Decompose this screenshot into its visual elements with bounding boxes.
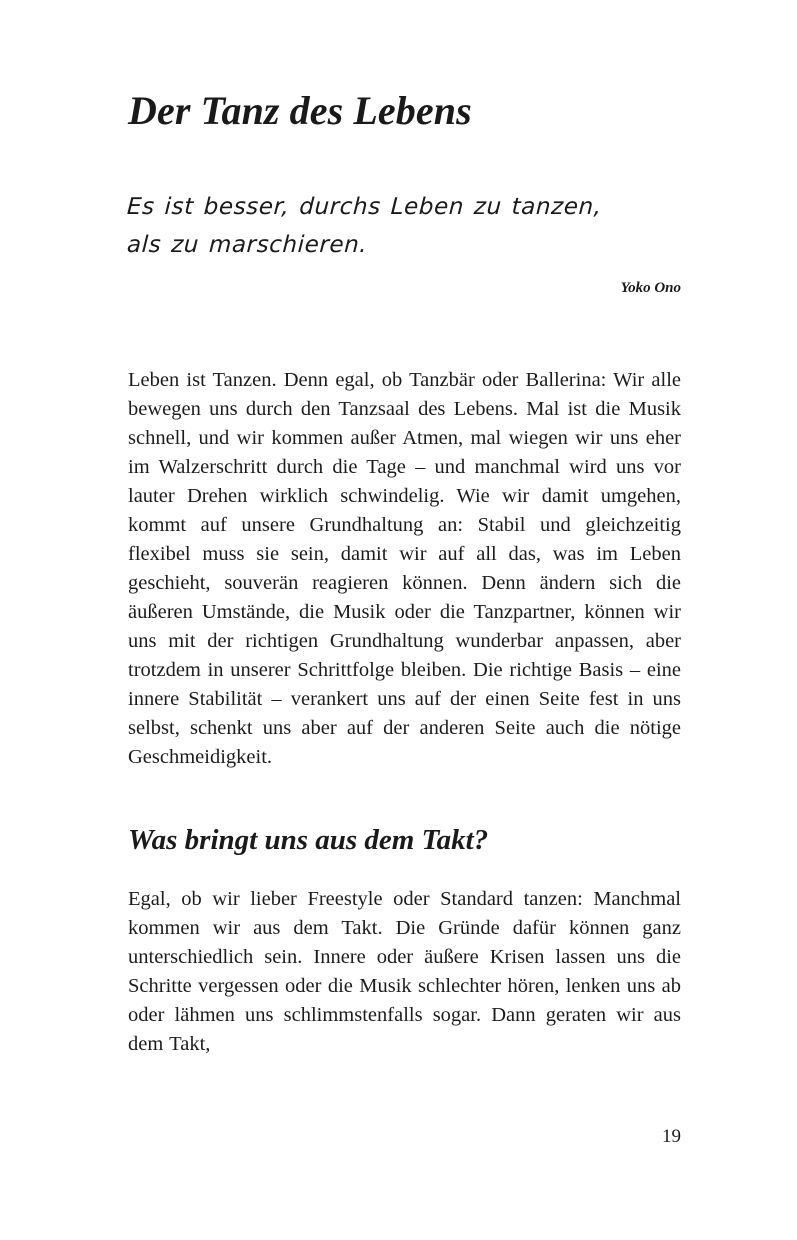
body-paragraph-1: Leben ist Tanzen. Denn egal, ob Tanzbär oder Ballerina: Wir alle bewegen uns durch den Tanzsaal des Lebens. Mal ist die Musik schnell, und wir kommen außer Atmen, mal wiegen wir uns eher im Walzerschritt durch die Tage – und manchmal wird uns vor lauter Drehen wirklich schwindelig. Wie wir damit umgehen, kommt auf unsere Grundhaltung an: Stabil und gleichzeitig flexibel muss sie sein, damit wir auf all das, was im Leben geschieht, souverän reagieren können. Denn ändern sich die äußeren Umstände, die Musik oder die Tanzpartner, können wir uns mit der richtigen Grundhaltung wunderbar anpassen, aber trotzdem in unserer Schrittfolge bleiben. Die richtige Basis – eine innere Stabilität – verankert uns auf der einen Seite fest in uns selbst, schenkt uns aber auf der anderen Seite auch die nötige Geschmeidigkeit. xyxy=(128,369,681,768)
section-heading: Was bringt uns aus dem Takt? xyxy=(128,824,489,856)
epigraph-attribution: Yoko Ono xyxy=(620,280,681,296)
page-number: 19 xyxy=(662,1126,681,1147)
epigraph-block xyxy=(128,188,681,298)
page-title: Der Tanz des Lebens xyxy=(128,88,472,133)
text-column xyxy=(128,0,681,1059)
section-paragraph-1: Egal, ob wir lieber Freestyle oder Standard tanzen: Manchmal kommen wir aus dem Takt. Die Gründe dafür können ganz unterschiedlich sein. Innere oder äußere Krisen lassen uns die Schritte vergessen oder die Musik schlechter hören, lenken uns ab oder lähmen uns schlimmstenfalls sogar. Dann geraten wir aus dem Takt, xyxy=(128,888,681,1055)
epigraph-line-2: als zu marschieren. xyxy=(126,232,369,258)
epigraph-line-1: Es ist besser, durchs Leben zu tanzen, xyxy=(126,194,603,220)
